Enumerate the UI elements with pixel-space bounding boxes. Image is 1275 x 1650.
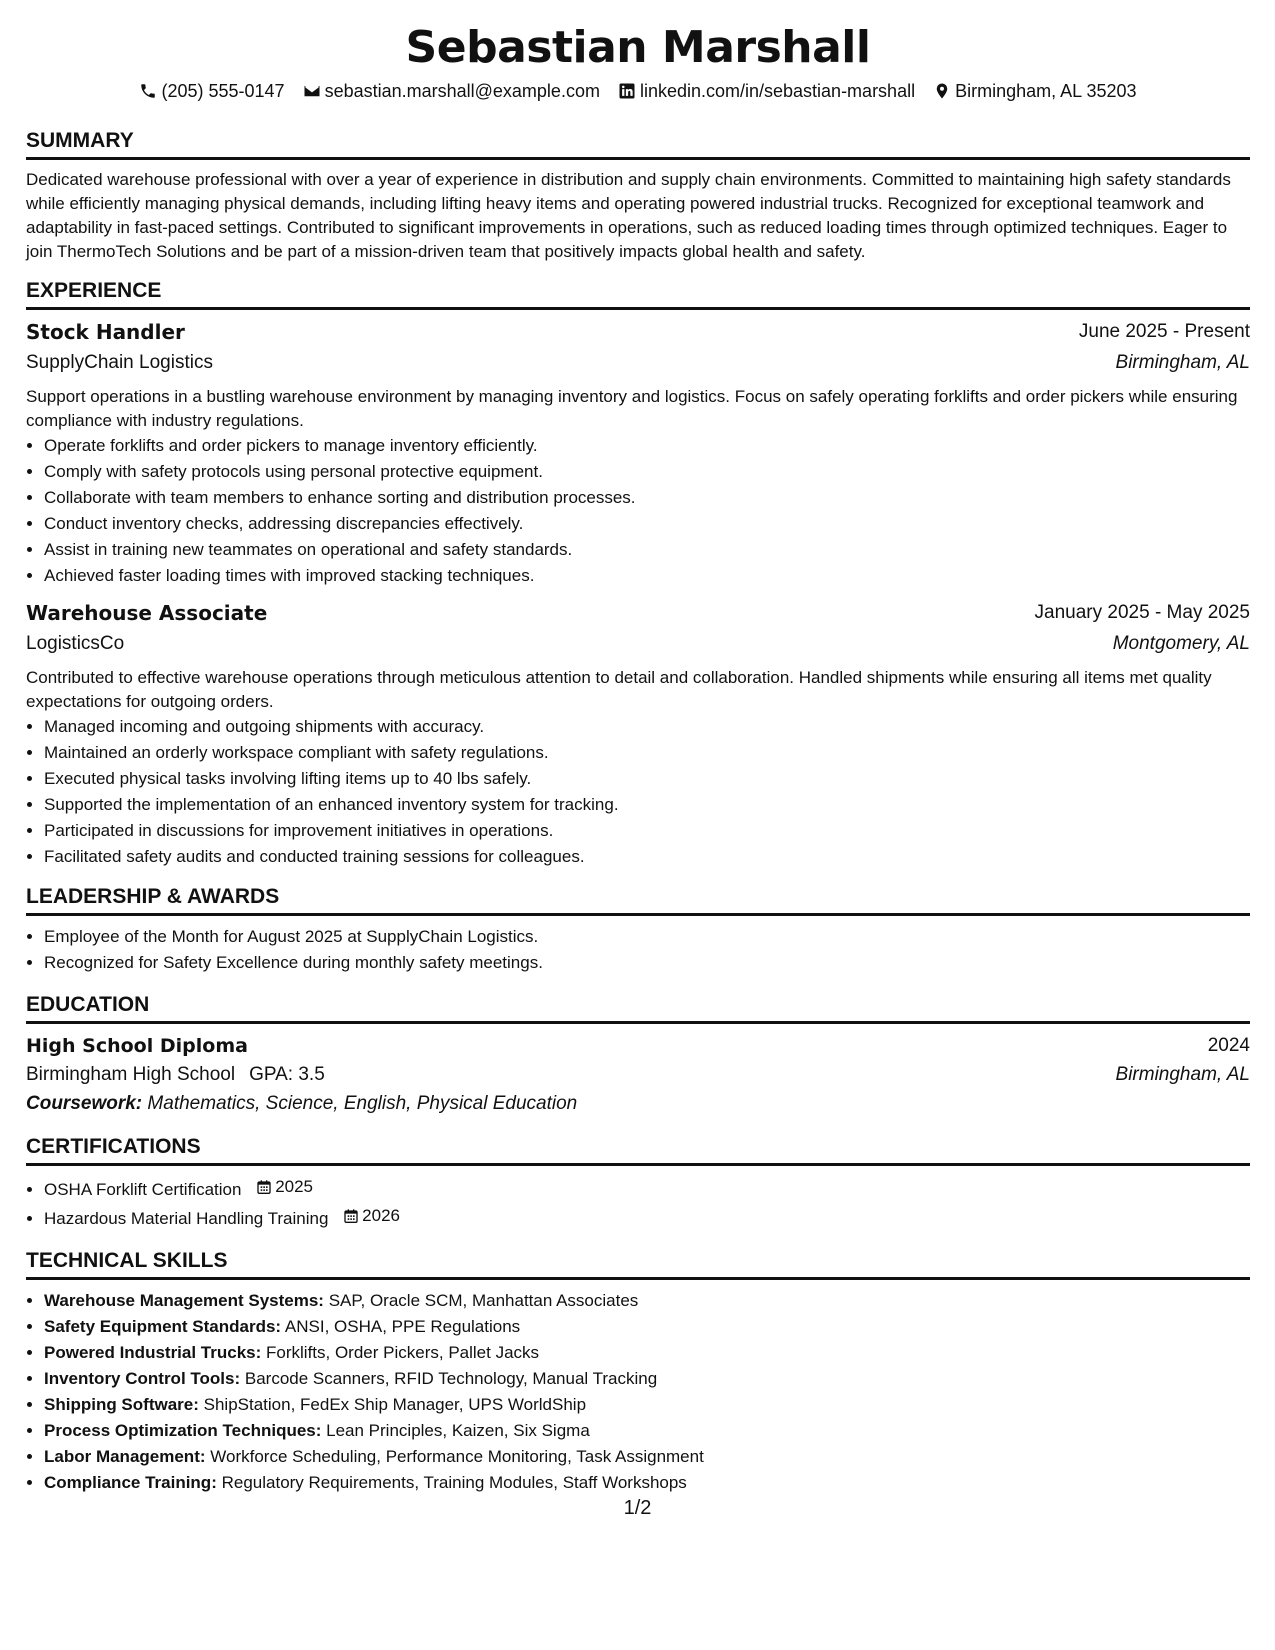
education-section (26, 992, 1250, 1118)
linkedin-icon (618, 82, 636, 100)
list-item (44, 1366, 1250, 1392)
skills-section (26, 1248, 1250, 1496)
list-item: • Maintained an orderly workspace compliant with safety regulations. (44, 740, 1250, 766)
list-item (44, 1288, 1250, 1314)
section-title-education: EDUCATION (26, 992, 1250, 1024)
cert-year: 2026 (362, 1206, 400, 1225)
skill-label: Powered Industrial Trucks: (44, 1343, 262, 1362)
contact-location (933, 80, 1136, 102)
resume-page (26, 22, 1250, 1496)
candidate-name: Sebastian Marshall (405, 22, 871, 73)
list-item: • Supported the implementation of an enhanced inventory system for tracking. (44, 792, 1250, 818)
skill-value: Regulatory Requirements, Training Modules, Staff Workshops (221, 1473, 687, 1492)
skill-value: Workforce Scheduling, Performance Monitoring, Task Assignment (210, 1447, 704, 1466)
list-item: • Employee of the Month for August 2025 at SupplyChain Logistics. (44, 924, 1250, 950)
leadership-section (26, 884, 1250, 976)
list-item: • Participated in discussions for improvement initiatives in operations. (44, 818, 1250, 844)
list-item: • Operate forklifts and order pickers to manage inventory efficiently. (44, 433, 1250, 459)
list-item: • Assist in training new teammates on operational and safety standards. (44, 537, 1250, 563)
job-description: Contributed to effective warehouse operations through meticulous attention to detail and collaboration. Handled shipments while ensuring all items met quality expectations for outgoing orders. (26, 668, 1212, 711)
linkedin-text: linkedin.com/in/sebastian-marshall (639, 81, 916, 101)
list-item (44, 1470, 1250, 1496)
list-item (44, 1392, 1250, 1418)
skill-value: Barcode Scanners, RFID Technology, Manual Tracking (244, 1369, 658, 1388)
contact-bar (26, 80, 1250, 102)
contact-linkedin[interactable] (618, 80, 915, 102)
skills-list (26, 1288, 1250, 1496)
job-location: Montgomery, AL (1112, 633, 1250, 654)
contact-email[interactable] (303, 80, 600, 102)
job-company: SupplyChain Logistics (26, 352, 213, 373)
section-title-experience: EXPERIENCE (26, 278, 1250, 310)
job-location: Birmingham, AL (1115, 352, 1250, 373)
skill-value: SAP, Oracle SCM, Manhattan Associates (328, 1291, 639, 1310)
coursework-label: Coursework: (26, 1093, 143, 1114)
section-title-certifications: CERTIFICATIONS (26, 1134, 1250, 1166)
list-item: • Executed physical tasks involving lifting items up to 40 lbs safely. (44, 766, 1250, 792)
section-title-summary: SUMMARY (26, 128, 1250, 160)
calendar-icon (343, 1208, 359, 1224)
list-item (44, 1340, 1250, 1366)
cert-name: Hazardous Material Handling Training (44, 1209, 329, 1228)
job-bullets (26, 714, 1250, 870)
location-text: Birmingham, AL 35203 (955, 81, 1137, 101)
certifications-section (26, 1134, 1250, 1232)
page-indicator: 1/2 (623, 1497, 652, 1519)
job-company: LogisticsCo (26, 633, 125, 654)
job-dates: June 2025 - Present (1078, 321, 1250, 342)
list-item: • Conduct inventory checks, addressing discrepancies effectively. (44, 511, 1250, 537)
list-item (44, 1203, 1250, 1232)
list-item: • Achieved faster loading times with improved stacking techniques. (44, 563, 1250, 589)
list-item: • Facilitated safety audits and conducted training sessions for colleagues. (44, 844, 1250, 870)
section-title-skills: TECHNICAL SKILLS (26, 1248, 1250, 1280)
list-item: • Collaborate with team members to enhance sorting and distribution processes. (44, 485, 1250, 511)
calendar-icon (256, 1179, 272, 1195)
list-item (44, 1444, 1250, 1470)
envelope-icon (303, 82, 321, 100)
skill-label: Labor Management: (44, 1447, 206, 1466)
job-description: Support operations in a bustling warehouse environment by managing inventory and logistics. Focus on safely operating forklifts and order pickers while ensuring compliance with industry regulations. (26, 387, 1238, 430)
list-item (44, 1174, 1250, 1203)
job-title: Warehouse Associate (26, 601, 268, 625)
coursework-list: Mathematics, Science, English, Physical Education (147, 1093, 578, 1114)
map-pin-icon (933, 82, 951, 100)
job-entry (26, 599, 1250, 870)
section-title-leadership: LEADERSHIP & AWARDS (26, 884, 1250, 916)
skill-label: Warehouse Management Systems: (44, 1291, 324, 1310)
school-line (26, 1060, 325, 1090)
skill-label: Shipping Software: (44, 1395, 199, 1414)
experience-section (26, 278, 1250, 870)
certifications-list (26, 1174, 1250, 1232)
skill-value: Forklifts, Order Pickers, Pallet Jacks (266, 1343, 540, 1362)
cert-year: 2025 (275, 1177, 314, 1196)
coursework (26, 1090, 1250, 1118)
skill-label: Process Optimization Techniques: (44, 1421, 322, 1440)
skill-label: Safety Equipment Standards: (44, 1317, 282, 1336)
contact-phone (139, 80, 284, 102)
list-item: • Comply with safety protocols using personal protective equipment. (44, 459, 1250, 485)
skill-value: ShipStation, FedEx Ship Manager, UPS WorldShip (203, 1395, 587, 1414)
job-entry (26, 318, 1250, 589)
school-name: Birmingham High School (26, 1064, 236, 1085)
job-dates: January 2025 - May 2025 (1034, 602, 1250, 623)
summary-text: Dedicated warehouse professional with over a year of experience in distribution and supply chain environments. Committed to maintaining high safety standards while efficiently managing physical demands, including lifting heavy items and operating powered industrial trucks. Recognized for exceptional teamwork and adaptability in fast-paced settings. Contributed to significant improvements in operations, such as reduced loading times through optimized techniques. Eager to join ThermoTech Solutions and be part of a mission-driven team that positively impacts global health and safety. (26, 170, 1231, 261)
phone-icon (139, 82, 157, 100)
job-bullets (26, 433, 1250, 589)
phone-text: (205) 555-0147 (161, 81, 285, 101)
graduation-year: 2024 (1207, 1035, 1250, 1056)
gpa: GPA: 3.5 (249, 1064, 325, 1085)
cert-name: OSHA Forklift Certification (44, 1180, 242, 1199)
skill-value: ANSI, OSHA, PPE Regulations (284, 1317, 521, 1336)
job-title: Stock Handler (26, 320, 185, 344)
list-item: • Managed incoming and outgoing shipments with accuracy. (44, 714, 1250, 740)
email-text: sebastian.marshall@example.com (324, 81, 600, 101)
degree: High School Diploma (26, 1035, 248, 1057)
leadership-list (26, 924, 1250, 976)
summary-section (26, 128, 1250, 264)
skill-value: Lean Principles, Kaizen, Six Sigma (326, 1421, 590, 1440)
school-location: Birmingham, AL (1115, 1064, 1250, 1085)
skill-label: Compliance Training: (44, 1473, 217, 1492)
list-item (44, 1314, 1250, 1340)
list-item: • Recognized for Safety Excellence during monthly safety meetings. (44, 950, 1250, 976)
skill-label: Inventory Control Tools: (44, 1369, 241, 1388)
list-item (44, 1418, 1250, 1444)
